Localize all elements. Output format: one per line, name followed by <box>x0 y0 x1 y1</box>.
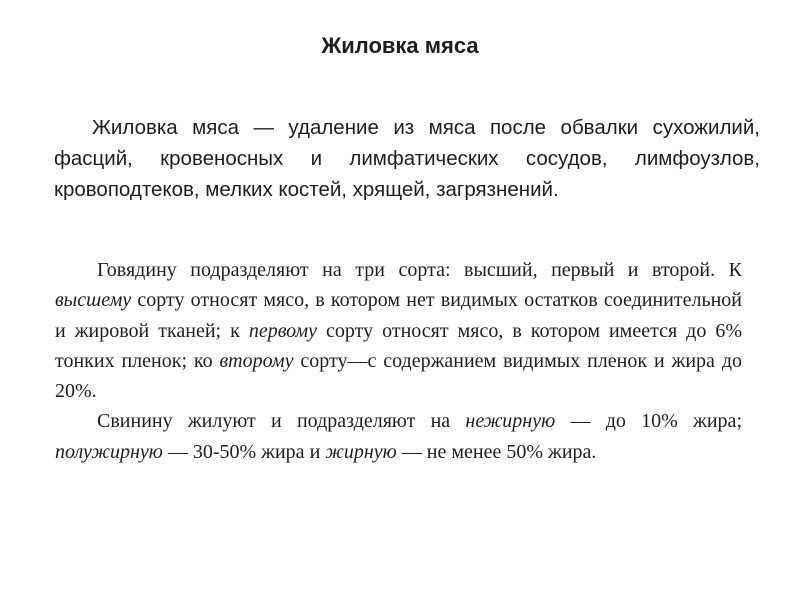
pork-text-1: Свинину жилуют и подразделяют на <box>97 410 466 433</box>
pork-paragraph <box>55 406 742 467</box>
beef-text-1: Говядину подразделяют на три сорта: высший, первый и второй. К <box>97 259 742 281</box>
beef-first-grade: первому <box>248 319 318 342</box>
pork-text-2: — до 10% жира; <box>555 410 742 433</box>
intro-paragraph: Жиловка мяса — удаление из мяса после обвалки сухожилий, фасций, кровеносных и лимфатических сосудов, лимфоузлов, кровоподтеков, мелких костей, хрящей, загрязнений. <box>54 116 760 201</box>
pork-lean: нежирную <box>465 410 556 433</box>
beef-text-3: сорту относят мясо, в котором имеется до 6% тонких пленок; ко <box>55 319 742 372</box>
page-title: Жиловка мяса <box>321 33 479 58</box>
beef-second-grade: второму <box>219 349 294 372</box>
beef-text-2: сорту относят мясо, в котором нет видимых остатков соединительной и жировой тканей; к <box>55 289 742 342</box>
beef-paragraph <box>55 255 742 406</box>
beef-text-4: сорту—с содержанием видимых пленок и жира до 20%. <box>55 349 742 403</box>
pork-text-4: — не менее 50% жира. <box>396 440 597 463</box>
pork-fat: жирную <box>325 440 397 463</box>
beef-highest-grade: высшему <box>55 289 132 312</box>
pork-semi-fat: полужирную <box>55 440 163 463</box>
grades-section <box>55 255 742 467</box>
pork-text-3: — 30-50% жира и <box>162 440 326 463</box>
